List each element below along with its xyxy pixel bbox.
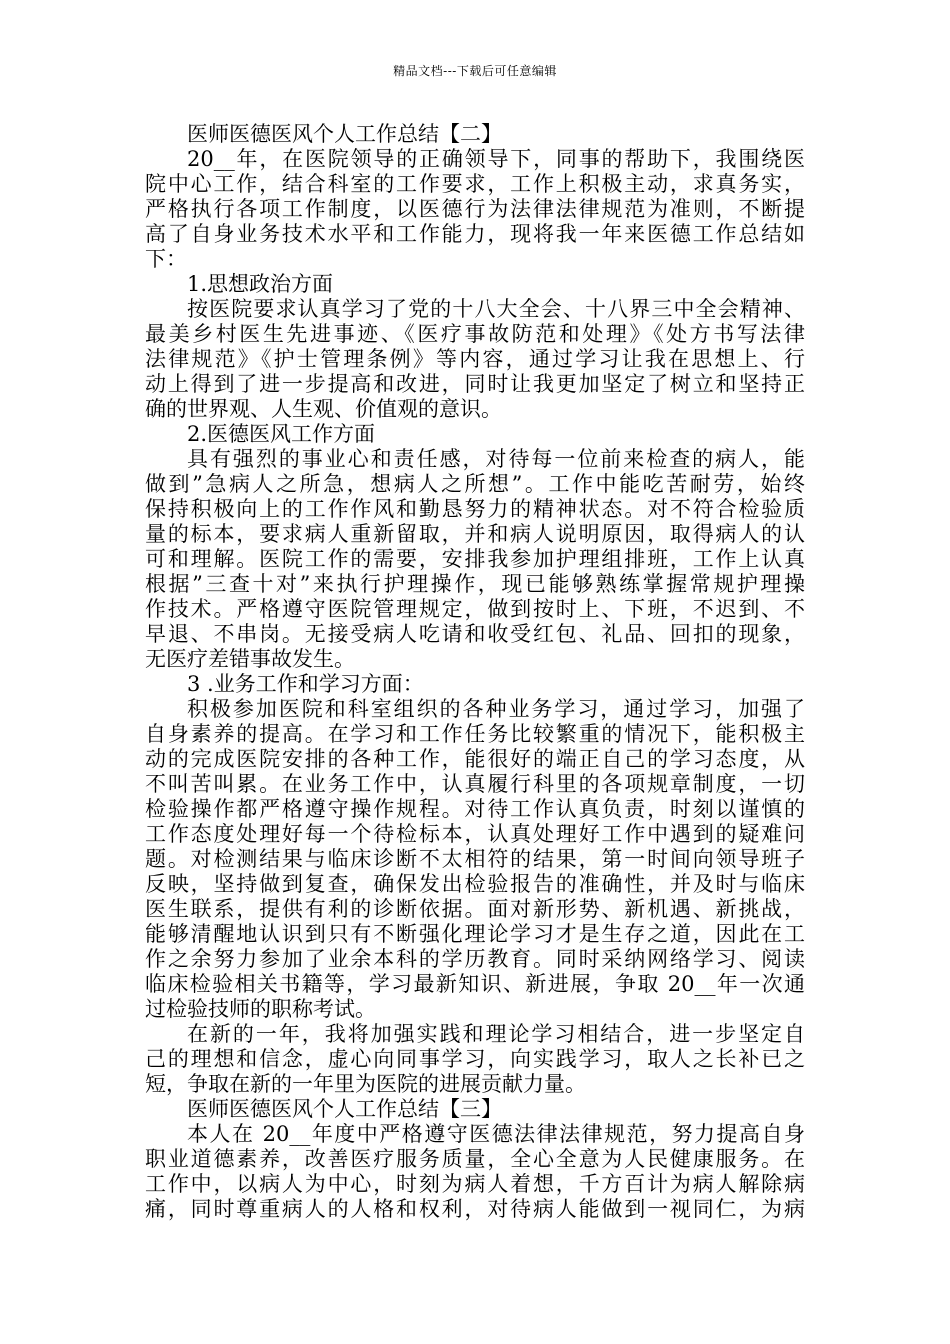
text-line: 按医院要求认真学习了党的十八大全会、十八界三中全会精神、 (187, 297, 805, 321)
text-line: 己的理想和信念，虚心向同事学习，向实践学习，取人之长补已之 (145, 1047, 805, 1071)
text-line: 可和理解。医院工作的需要，安排我参加护理组排班，工作上认真 (145, 547, 805, 571)
text-line: 临床检验相关书籍等，学习最新知识、新进展，争取 20__年一次通 (145, 972, 805, 996)
text-line: 医生联系，提供有利的诊断依据。面对新形势、新机遇、新挑战， (145, 897, 805, 921)
text-line: 痛，同时尊重病人的人格和权利，对待病人能做到一视同仁，为病 (145, 1197, 805, 1221)
text-line: 院中心工作，结合科室的工作要求，工作上积极主动，求真务实， (145, 172, 805, 196)
text-line: 医师医德医风个人工作总结【二】 (187, 122, 502, 146)
text-line: 动上得到了进一步提高和改进，同时让我更加坚定了树立和坚持正 (145, 372, 805, 396)
text-line: 作技术。严格遵守医院管理规定，做到按时上、下班，不迟到、不 (145, 597, 805, 621)
text-line: 反映，坚持做到复查，确保发出检验报告的准确性，并及时与临床 (145, 872, 805, 896)
text-line: 题。对检测结果与临床诊断不太相符的结果，第一时间向领导班子 (145, 847, 805, 871)
text-line: 医师医德医风个人工作总结【三】 (187, 1097, 502, 1121)
document-body (145, 122, 805, 1222)
text-line: 法律规范》《护士管理条例》等内容，通过学习让我在思想上、行 (145, 347, 805, 371)
text-line: 最美乡村医生先进事迹、《医疗事故防范和处理》《处方书写法律 (145, 322, 805, 346)
text-line: 下： (145, 247, 187, 271)
text-line: 无医疗差错事故发生。 (145, 647, 355, 671)
text-line: 确的世界观、人生观、价值观的意识。 (145, 397, 502, 421)
text-line: 积极参加医院和科室组织的各种业务学习，通过学习，加强了 (187, 697, 805, 721)
header-note: 精品文档---下载后可任意编辑 (393, 64, 557, 78)
text-line: 工作态度处理好每一个待检标本，认真处理好工作中遇到的疑难问 (145, 822, 805, 846)
text-line: 量的标本，要求病人重新留取，并和病人说明原因，取得病人的认 (145, 522, 805, 546)
text-line: 自身素养的提高。在学习和工作任务比较繁重的情况下，能积极主 (145, 722, 805, 746)
text-line: 短，争取在新的一年里为医院的进展贡献力量。 (145, 1072, 586, 1096)
text-line: 早退、不串岗。无接受病人吃请和收受红包、礼品、回扣的现象， (145, 622, 805, 646)
text-line: 2.医德医风工作方面 (187, 422, 376, 446)
text-line: 20__年，在医院领导的正确领导下，同事的帮助下，我围绕医 (187, 147, 805, 171)
text-line: 具有强烈的事业心和责任感，对待每一位前来检查的病人，能 (187, 447, 805, 471)
text-line: 检验操作都严格遵守操作规程。对待工作认真负责，时刻以谨慎的 (145, 797, 805, 821)
text-line: 能够清醒地认识到只有不断强化理论学习才是生存之道，因此在工 (145, 922, 805, 946)
text-line: 1.思想政治方面 (187, 272, 334, 296)
text-line: 根据”三查十对”来执行护理操作，现已能够熟练掌握常规护理操 (145, 572, 805, 596)
text-line: 工作中，以病人为中心，时刻为病人着想，千方百计为病人解除病 (145, 1172, 805, 1196)
text-line: 严格执行各项工作制度，以医德行为法律法律规范为准则，不断提 (145, 197, 805, 221)
text-line: 在新的一年，我将加强实践和理论学习相结合，进一步坚定自 (187, 1022, 805, 1046)
text-line: 3 .业务工作和学习方面： (187, 672, 424, 696)
text-line: 不叫苦叫累。在业务工作中，认真履行科里的各项规章制度，一切 (145, 772, 805, 796)
text-line: 作之余努力参加了业余本科的学历教育。同时采纳网络学习、阅读 (145, 947, 805, 971)
text-line: 职业道德素养，改善医疗服务质量，全心全意为人民健康服务。在 (145, 1147, 805, 1171)
text-line: 高了自身业务技术水平和工作能力，现将我一年来医德工作总结如 (145, 222, 805, 246)
text-line: 本人在 20__年度中严格遵守医德法律法律规范，努力提高自身 (187, 1122, 805, 1146)
text-line: 动的完成医院安排的各种工作，能很好的端正自己的学习态度，从 (145, 747, 805, 771)
text-line: 做到”急病人之所急，想病人之所想”。工作中能吃苦耐劳，始终 (145, 472, 805, 496)
text-line: 过检验技师的职称考试。 (145, 997, 376, 1021)
text-line: 保持积极向上的工作作风和勤恳努力的精神状态。对不符合检验质 (145, 497, 805, 521)
